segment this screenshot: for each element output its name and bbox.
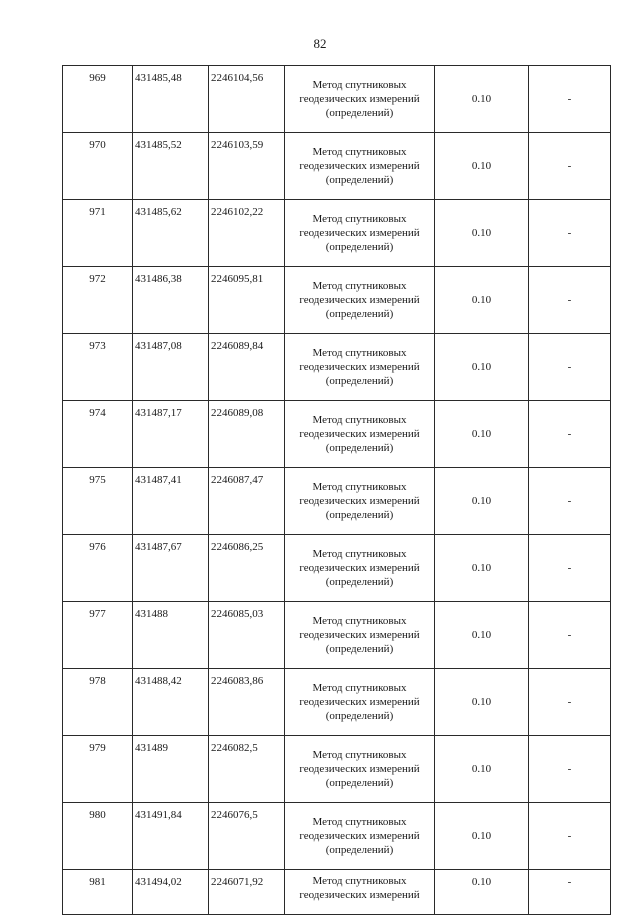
- method-line: (определений): [325, 576, 394, 588]
- accuracy-cell: 0.10: [435, 133, 529, 200]
- method-cell: [285, 334, 435, 401]
- accuracy-cell: 0.10: [435, 736, 529, 803]
- table-row: [63, 870, 611, 915]
- accuracy-cell: 0.10: [435, 66, 529, 133]
- y-coordinate-cell: 2246071,92: [209, 870, 285, 915]
- accuracy-cell: 0.10: [435, 468, 529, 535]
- other-cell: -: [529, 133, 611, 200]
- method-line: (определений): [325, 844, 394, 856]
- x-coordinate-cell: 431491,84: [133, 803, 209, 870]
- table-row: [63, 602, 611, 669]
- table-row: [63, 736, 611, 803]
- method-line: Метод спутниковых: [312, 548, 407, 560]
- point-number-cell: 979: [63, 736, 133, 803]
- method-line: Метод спутниковых: [312, 481, 407, 493]
- y-coordinate-cell: 2246089,84: [209, 334, 285, 401]
- x-coordinate-cell: 431494,02: [133, 870, 209, 915]
- table-row: [63, 200, 611, 267]
- table-row: [63, 133, 611, 200]
- method-line: (определений): [325, 241, 394, 253]
- point-number-cell: 981: [63, 870, 133, 915]
- method-line: Метод спутниковых: [312, 414, 407, 426]
- accuracy-cell: 0.10: [435, 334, 529, 401]
- method-line: геодезических измерений: [299, 696, 420, 708]
- method-cell: [285, 468, 435, 535]
- accuracy-cell: 0.10: [435, 602, 529, 669]
- x-coordinate-cell: 431487,17: [133, 401, 209, 468]
- method-line: Метод спутниковых: [312, 875, 407, 887]
- accuracy-cell: 0.10: [435, 401, 529, 468]
- method-cell: [285, 803, 435, 870]
- method-line: геодезических измерений: [299, 93, 420, 105]
- other-cell: -: [529, 803, 611, 870]
- method-line: Метод спутниковых: [312, 79, 407, 91]
- method-line: (определений): [325, 777, 394, 789]
- method-line: Метод спутниковых: [312, 615, 407, 627]
- method-cell: [285, 669, 435, 736]
- point-number-cell: 970: [63, 133, 133, 200]
- table-row: [63, 334, 611, 401]
- x-coordinate-cell: 431487,67: [133, 535, 209, 602]
- method-line: геодезических измерений: [299, 227, 420, 239]
- y-coordinate-cell: 2246104,56: [209, 66, 285, 133]
- method-line: геодезических измерений: [299, 294, 420, 306]
- other-cell: -: [529, 401, 611, 468]
- method-cell: [285, 200, 435, 267]
- point-number-cell: 977: [63, 602, 133, 669]
- point-number-cell: 969: [63, 66, 133, 133]
- method-line: геодезических измерений: [299, 562, 420, 574]
- method-line: (определений): [325, 643, 394, 655]
- point-number-cell: 978: [63, 669, 133, 736]
- y-coordinate-cell: 2246089,08: [209, 401, 285, 468]
- page-number: 82: [313, 36, 327, 51]
- other-cell: -: [529, 468, 611, 535]
- y-coordinate-cell: 2246102,22: [209, 200, 285, 267]
- table-row: [63, 468, 611, 535]
- point-number-cell: 974: [63, 401, 133, 468]
- other-cell: -: [529, 870, 611, 915]
- other-cell: -: [529, 334, 611, 401]
- x-coordinate-cell: 431485,52: [133, 133, 209, 200]
- method-line: (определений): [325, 375, 394, 387]
- point-number-cell: 975: [63, 468, 133, 535]
- table-row: [63, 66, 611, 133]
- method-line: Метод спутниковых: [312, 347, 407, 359]
- method-line: Метод спутниковых: [312, 682, 407, 694]
- accuracy-cell: 0.10: [435, 803, 529, 870]
- method-line: (определений): [325, 107, 394, 119]
- method-cell: [285, 66, 435, 133]
- y-coordinate-cell: 2246086,25: [209, 535, 285, 602]
- x-coordinate-cell: 431487,08: [133, 334, 209, 401]
- table-row: [63, 267, 611, 334]
- other-cell: -: [529, 669, 611, 736]
- table-row: [63, 803, 611, 870]
- table-row: [63, 401, 611, 468]
- coordinates-table: [62, 65, 611, 915]
- point-number-cell: 980: [63, 803, 133, 870]
- other-cell: -: [529, 267, 611, 334]
- accuracy-cell: 0.10: [435, 870, 529, 915]
- method-line: (определений): [325, 174, 394, 186]
- method-line: геодезических измерений: [299, 629, 420, 641]
- y-coordinate-cell: 2246082,5: [209, 736, 285, 803]
- x-coordinate-cell: 431487,41: [133, 468, 209, 535]
- method-cell: [285, 535, 435, 602]
- method-line: геодезических измерений: [299, 495, 420, 507]
- point-number-cell: 971: [63, 200, 133, 267]
- other-cell: -: [529, 66, 611, 133]
- accuracy-cell: 0.10: [435, 535, 529, 602]
- method-cell: [285, 267, 435, 334]
- other-cell: -: [529, 535, 611, 602]
- coordinates-table-body: [63, 66, 611, 915]
- y-coordinate-cell: 2246087,47: [209, 468, 285, 535]
- method-line: геодезических измерений: [299, 160, 420, 172]
- x-coordinate-cell: 431486,38: [133, 267, 209, 334]
- other-cell: -: [529, 200, 611, 267]
- y-coordinate-cell: 2246103,59: [209, 133, 285, 200]
- accuracy-cell: 0.10: [435, 267, 529, 334]
- y-coordinate-cell: 2246083,86: [209, 669, 285, 736]
- method-cell: [285, 602, 435, 669]
- method-cell: [285, 133, 435, 200]
- method-line: Метод спутниковых: [312, 816, 407, 828]
- y-coordinate-cell: 2246076,5: [209, 803, 285, 870]
- table-row: [63, 669, 611, 736]
- y-coordinate-cell: 2246095,81: [209, 267, 285, 334]
- y-coordinate-cell: 2246085,03: [209, 602, 285, 669]
- method-line: (определений): [325, 710, 394, 722]
- method-line: геодезических измерений: [299, 428, 420, 440]
- point-number-cell: 972: [63, 267, 133, 334]
- method-cell: [285, 736, 435, 803]
- method-line: (определений): [325, 442, 394, 454]
- x-coordinate-cell: 431488: [133, 602, 209, 669]
- method-line: Метод спутниковых: [312, 213, 407, 225]
- accuracy-cell: 0.10: [435, 200, 529, 267]
- accuracy-cell: 0.10: [435, 669, 529, 736]
- method-line: Метод спутниковых: [312, 749, 407, 761]
- x-coordinate-cell: 431485,62: [133, 200, 209, 267]
- method-line: Метод спутниковых: [312, 280, 407, 292]
- method-line: (определений): [325, 509, 394, 521]
- x-coordinate-cell: 431485,48: [133, 66, 209, 133]
- method-cell: [285, 870, 435, 915]
- method-line: геодезических измерений: [299, 830, 420, 842]
- x-coordinate-cell: 431488,42: [133, 669, 209, 736]
- point-number-cell: 973: [63, 334, 133, 401]
- table-row: [63, 535, 611, 602]
- method-line: геодезических измерений: [299, 361, 420, 373]
- method-line: Метод спутниковых: [312, 146, 407, 158]
- method-cell: [285, 401, 435, 468]
- method-line: (определений): [325, 308, 394, 320]
- x-coordinate-cell: 431489: [133, 736, 209, 803]
- method-line: геодезических измерений: [299, 889, 420, 901]
- point-number-cell: 976: [63, 535, 133, 602]
- other-cell: -: [529, 602, 611, 669]
- other-cell: -: [529, 736, 611, 803]
- method-line: геодезических измерений: [299, 763, 420, 775]
